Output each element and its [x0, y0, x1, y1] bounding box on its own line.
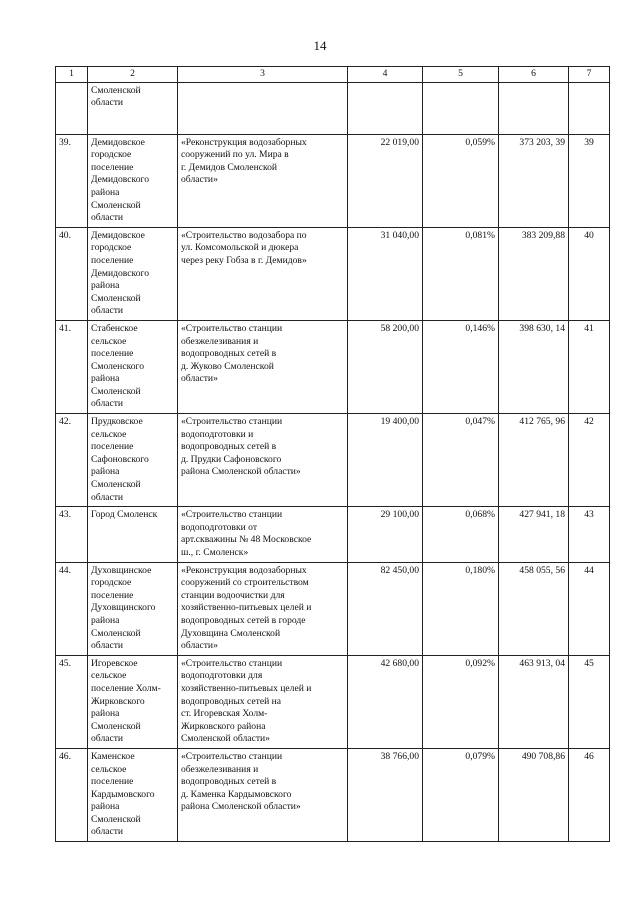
- amount-cell: 22 019,00: [348, 134, 423, 227]
- total-cell: 412 765, 96: [499, 414, 569, 507]
- row-number: 43.: [56, 507, 88, 562]
- ref-number-cell: 39: [569, 134, 610, 227]
- column-header-4: 4: [348, 67, 423, 83]
- amount-cell: 42 680,00: [348, 655, 423, 748]
- percent-cell: 0,079%: [423, 748, 499, 841]
- total-cell: 398 630, 14: [499, 320, 569, 413]
- project-cell: [178, 82, 348, 134]
- page-number: 14: [313, 38, 327, 53]
- project-cell: «Строительство станции водоподготовки для хозяйственно-питьевых целей и водопроводных сетей на ст. Игоревская Холм- Жирковского района Смоленской области»: [178, 655, 348, 748]
- municipality-cell: Смоленской области: [88, 82, 178, 134]
- project-cell: «Строительство станции водоподготовки от арт.скважины № 48 Московское ш., г. Смоленск»: [178, 507, 348, 562]
- total-cell: 463 913, 04: [499, 655, 569, 748]
- table-row: [56, 655, 610, 748]
- column-header-7: 7: [569, 67, 610, 83]
- amount-cell: 19 400,00: [348, 414, 423, 507]
- column-header-1: 1: [56, 67, 88, 83]
- ref-number-cell: 44: [569, 562, 610, 655]
- municipality-cell: Игоревское сельское поселение Холм- Жирковского района Смоленской области: [88, 655, 178, 748]
- municipality-cell: Прудковское сельское поселение Сафоновского района Смоленской области: [88, 414, 178, 507]
- row-number: 40.: [56, 227, 88, 320]
- project-cell: «Реконструкция водозаборных сооружений со строительством станции водоочистки для хозяйственно-питьевых целей и водопроводных сетей в городе Духовщина Смоленской области»: [178, 562, 348, 655]
- column-header-2: 2: [88, 67, 178, 83]
- row-number: 42.: [56, 414, 88, 507]
- total-cell: 458 055, 56: [499, 562, 569, 655]
- municipality-cell: Духовщинское городское поселение Духовщинского района Смоленской области: [88, 562, 178, 655]
- row-number: [56, 82, 88, 134]
- project-cell: «Строительство станции водоподготовки и водопроводных сетей в д. Прудки Сафоновского района Смоленской области»: [178, 414, 348, 507]
- table-row: [56, 82, 610, 134]
- column-header-5: 5: [423, 67, 499, 83]
- amount-cell: 31 040,00: [348, 227, 423, 320]
- ref-number-cell: 45: [569, 655, 610, 748]
- percent-cell: 0,092%: [423, 655, 499, 748]
- row-number: 41.: [56, 320, 88, 413]
- total-cell: [499, 82, 569, 134]
- total-cell: 427 941, 18: [499, 507, 569, 562]
- table-row: [56, 748, 610, 841]
- amount-cell: 58 200,00: [348, 320, 423, 413]
- column-header-3: 3: [178, 67, 348, 83]
- amount-cell: 82 450,00: [348, 562, 423, 655]
- row-number: 46.: [56, 748, 88, 841]
- percent-cell: 0,059%: [423, 134, 499, 227]
- row-number: 39.: [56, 134, 88, 227]
- header-row: [56, 67, 610, 83]
- table-row: [56, 320, 610, 413]
- amount-cell: 38 766,00: [348, 748, 423, 841]
- ref-number-cell: 42: [569, 414, 610, 507]
- ref-number-cell: [569, 82, 610, 134]
- funding-table: [55, 66, 610, 842]
- amount-cell: [348, 82, 423, 134]
- percent-cell: 0,047%: [423, 414, 499, 507]
- row-number: 45.: [56, 655, 88, 748]
- table-row: [56, 507, 610, 562]
- percent-cell: 0,081%: [423, 227, 499, 320]
- municipality-cell: Стабенское сельское поселение Смоленского района Смоленской области: [88, 320, 178, 413]
- ref-number-cell: 46: [569, 748, 610, 841]
- table-row: [56, 227, 610, 320]
- ref-number-cell: 40: [569, 227, 610, 320]
- percent-cell: 0,068%: [423, 507, 499, 562]
- table-body: [56, 82, 610, 841]
- ref-number-cell: 41: [569, 320, 610, 413]
- municipality-cell: Демидовское городское поселение Демидовского района Смоленской области: [88, 227, 178, 320]
- total-cell: 373 203, 39: [499, 134, 569, 227]
- percent-cell: [423, 82, 499, 134]
- project-cell: «Строительство водозабора по ул. Комсомольской и дюкера через реку Гобза в г. Демидов»: [178, 227, 348, 320]
- total-cell: 490 708,86: [499, 748, 569, 841]
- amount-cell: 29 100,00: [348, 507, 423, 562]
- project-cell: «Реконструкция водозаборных сооружений по ул. Мира в г. Демидов Смоленской области»: [178, 134, 348, 227]
- municipality-cell: Город Смоленск: [88, 507, 178, 562]
- municipality-cell: Каменское сельское поселение Кардымовского района Смоленской области: [88, 748, 178, 841]
- total-cell: 383 209,88: [499, 227, 569, 320]
- percent-cell: 0,146%: [423, 320, 499, 413]
- project-cell: «Строительство станции обезжелезивания и водопроводных сетей в д. Жуково Смоленской области»: [178, 320, 348, 413]
- row-number: 44.: [56, 562, 88, 655]
- table-row: [56, 414, 610, 507]
- table-row: [56, 562, 610, 655]
- ref-number-cell: 43: [569, 507, 610, 562]
- municipality-cell: Демидовское городское поселение Демидовского района Смоленской области: [88, 134, 178, 227]
- table-row: [56, 134, 610, 227]
- percent-cell: 0,180%: [423, 562, 499, 655]
- project-cell: «Строительство станции обезжелезивания и водопроводных сетей в д. Каменка Кардымовского района Смоленской области»: [178, 748, 348, 841]
- column-header-6: 6: [499, 67, 569, 83]
